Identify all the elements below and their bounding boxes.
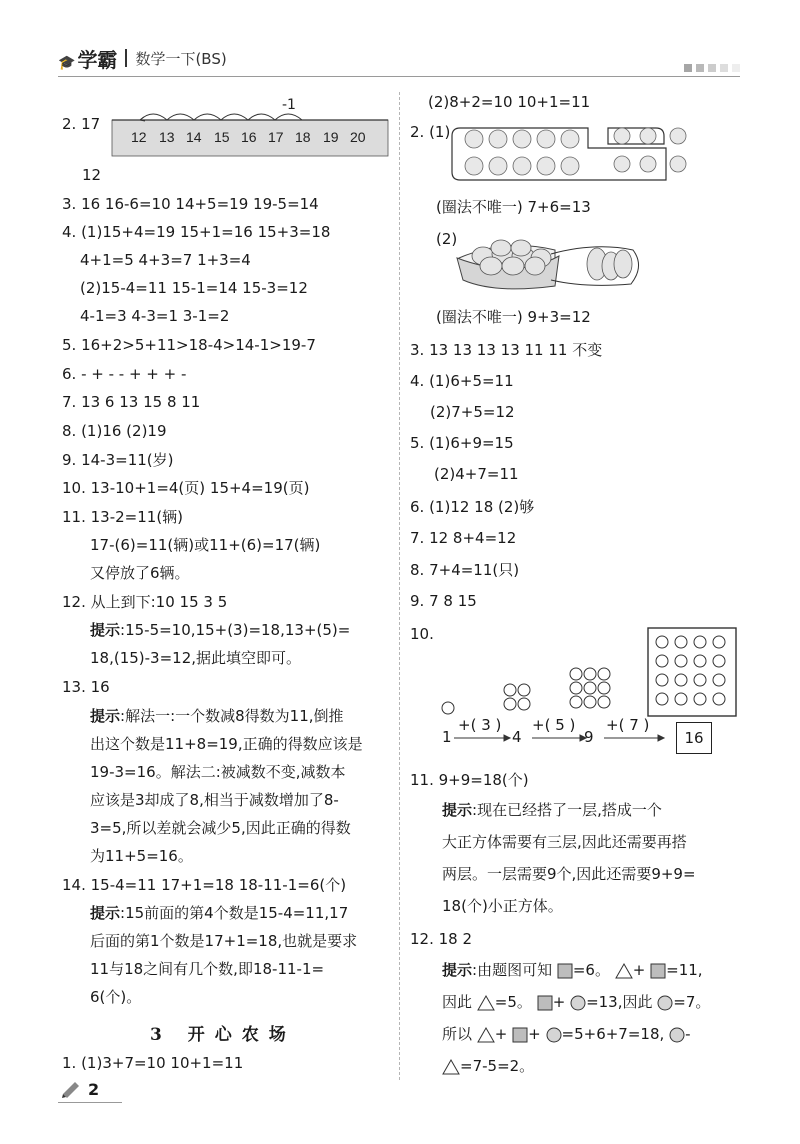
answer-r2-line2: (圈法不唯一) 7+6=13	[436, 198, 591, 216]
chain-n2: 4	[512, 728, 522, 746]
tick-label: 13	[159, 129, 175, 145]
tick-label: 14	[186, 129, 202, 145]
chain-result-box: 16	[676, 722, 712, 754]
page-header	[58, 44, 227, 72]
answer-9: 9. 14-3=11(岁)	[62, 451, 174, 469]
header-square	[684, 64, 692, 72]
hint-12-line2: 18,(15)-3=12,据此填空即可。	[90, 649, 302, 667]
triangle-icon	[477, 1027, 495, 1043]
answer-8: 8. (1)16 (2)19	[62, 422, 167, 440]
hint-r11-line4: 18(个)小正方体。	[442, 897, 563, 915]
answer-r5: 5. (1)6+9=15	[410, 434, 514, 452]
tick-label: 19	[323, 129, 339, 145]
grouped-fruits-figure	[438, 122, 698, 186]
answer-r7: 7. 12 8+4=12	[410, 529, 517, 547]
hint-r12-line4: =7-5=2。	[442, 1056, 534, 1076]
answer-r2: 2. (1)	[410, 123, 451, 141]
tick-label: 20	[350, 129, 366, 145]
answer-r4-line2: (2)7+5=12	[430, 403, 515, 421]
hint-14: 提示:15前面的第4个数是15-4=11,17	[90, 904, 349, 922]
answer-r6: 6. (1)12 18 (2)够	[410, 498, 535, 516]
header-square	[696, 64, 704, 72]
section-title: 3 开心农场	[150, 1025, 296, 1045]
answer-10: 10. 13-10+1=4(页) 15+4=19(页)	[62, 479, 310, 497]
answer-2: 2. 17	[62, 115, 101, 133]
answer-13: 13. 16	[62, 678, 110, 696]
square-icon	[650, 963, 666, 979]
answer-r3: 3. 13 13 13 13 11 11 不变	[410, 341, 603, 359]
header-square	[732, 64, 740, 72]
hint-r11-line3: 两层。一层需要9个,因此还需要9+9=	[442, 865, 696, 883]
section-answer-1: 1. (1)3+7=10 10+1=11	[62, 1054, 244, 1072]
hint-13-line3: 19-3=16。解法二:被减数不变,减数本	[90, 763, 346, 781]
page-number: 2	[88, 1080, 100, 1099]
brand-logo: 🎓 学霸	[58, 47, 118, 72]
header-square	[720, 64, 728, 72]
chain-start: 1	[442, 728, 452, 746]
chain-op1: +( 3 )	[458, 716, 502, 734]
column-divider	[399, 92, 400, 1080]
answer-r2-part2: (2)	[436, 230, 458, 248]
chain-op3: +( 7 )	[606, 716, 650, 734]
circle-icon	[570, 995, 586, 1011]
hint-14-line2: 后面的第1个数是17+1=18,也就是要求	[90, 932, 358, 950]
answer-14: 14. 15-4=11 17+1=18 18-11-1=6(个)	[62, 876, 347, 894]
header-separator	[125, 49, 127, 67]
triangle-icon	[477, 995, 495, 1011]
tick-label: 12	[131, 129, 147, 145]
answer-4-line3: (2)15-4=11 15-1=14 15-3=12	[80, 279, 308, 297]
book-title: 数学一下(BS)	[135, 49, 227, 68]
circle-icon	[669, 1027, 685, 1043]
answer-r2-line4: (圈法不唯一) 9+3=12	[436, 308, 591, 326]
answer-r12: 12. 18 2	[410, 930, 473, 948]
chain-op2: +( 5 )	[532, 716, 576, 734]
hint-13-line4: 应该是3却成了8,相当于减数增加了8-	[90, 791, 339, 809]
tick-label: 17	[268, 129, 284, 145]
answer-r4: 4. (1)6+5=11	[410, 372, 514, 390]
answer-4: 4. (1)15+4=19 15+1=16 15+3=18	[62, 223, 331, 241]
hint-13-line5: 3=5,所以差就会减少5,因此正确的得数	[90, 819, 351, 837]
header-square	[708, 64, 716, 72]
answer-5: 5. 16+2>5+11>18-4>14-1>19-7	[62, 336, 316, 354]
pencil-icon	[60, 1080, 82, 1100]
number-line	[112, 97, 388, 156]
square-icon	[512, 1027, 528, 1043]
hint-r12-line2: 因此 =5。 + =13,因此 =7。	[442, 993, 711, 1011]
answer-4-line2: 4+1=5 4+3=7 1+3=4	[80, 251, 251, 269]
answer-12: 12. 从上到下:10 15 3 5	[62, 593, 228, 611]
square-icon	[537, 995, 553, 1011]
square-icon	[557, 963, 573, 979]
chain-n3: 9	[584, 728, 594, 746]
hint-r11: 提示:现在已经搭了一层,搭成一个	[442, 801, 662, 819]
answer-r9: 9. 7 8 15	[410, 592, 477, 610]
answer-r10: 10.	[410, 625, 434, 643]
answer-4-line4: 4-1=3 4-3=1 3-1=2	[80, 307, 230, 325]
section-answer-1-2: (2)8+2=10 10+1=11	[428, 93, 591, 111]
answer-11-line3: 又停放了6辆。	[90, 564, 190, 582]
tick-label: 16	[241, 129, 257, 145]
answer-2-line2: 12	[82, 166, 102, 184]
answer-r11: 11. 9+9=18(个)	[410, 771, 529, 789]
answer-r8: 8. 7+4=11(只)	[410, 561, 520, 579]
basket-figure	[455, 236, 645, 294]
hint-13-line6: 为11+5=16。	[90, 847, 193, 865]
circle-icon	[657, 995, 673, 1011]
answer-3: 3. 16 16-6=10 14+5=19 19-5=14	[62, 195, 319, 213]
header-rule	[58, 76, 740, 77]
triangle-icon	[615, 963, 633, 979]
answer-7: 7. 13 6 13 15 8 11	[62, 393, 201, 411]
tick-label: 15	[214, 129, 230, 145]
numberline-label: -1	[282, 97, 296, 113]
hint-r12: 提示:由题图可知 =6。 + =11,	[442, 961, 703, 979]
triangle-icon	[442, 1059, 460, 1075]
hint-14-line4: 6(个)。	[90, 988, 142, 1006]
hint-r12-line3: 所以 + + =5+6+7=18, -	[442, 1025, 691, 1043]
answer-11: 11. 13-2=11(辆)	[62, 508, 184, 526]
circle-icon	[546, 1027, 562, 1043]
hint-13: 提示:解法一:一个数减8得数为11,倒推	[90, 707, 344, 725]
tick-label: 18	[295, 129, 311, 145]
hint-r11-line2: 大正方体需要有三层,因此还需要再搭	[442, 833, 687, 851]
answer-11-line2: 17-(6)=11(辆)或11+(6)=17(辆)	[90, 536, 321, 554]
footer-rule	[58, 1102, 122, 1103]
hint-14-line3: 11与18之间有几个数,即18-11-1=	[90, 960, 325, 978]
answer-r5-line2: (2)4+7=11	[434, 465, 519, 483]
answer-6: 6. - + - - + + + -	[62, 365, 187, 383]
hint-12: 提示:15-5=10,15+(3)=18,13+(5)=	[90, 621, 351, 639]
hint-13-line2: 出这个数是11+8=19,正确的得数应该是	[90, 735, 363, 753]
